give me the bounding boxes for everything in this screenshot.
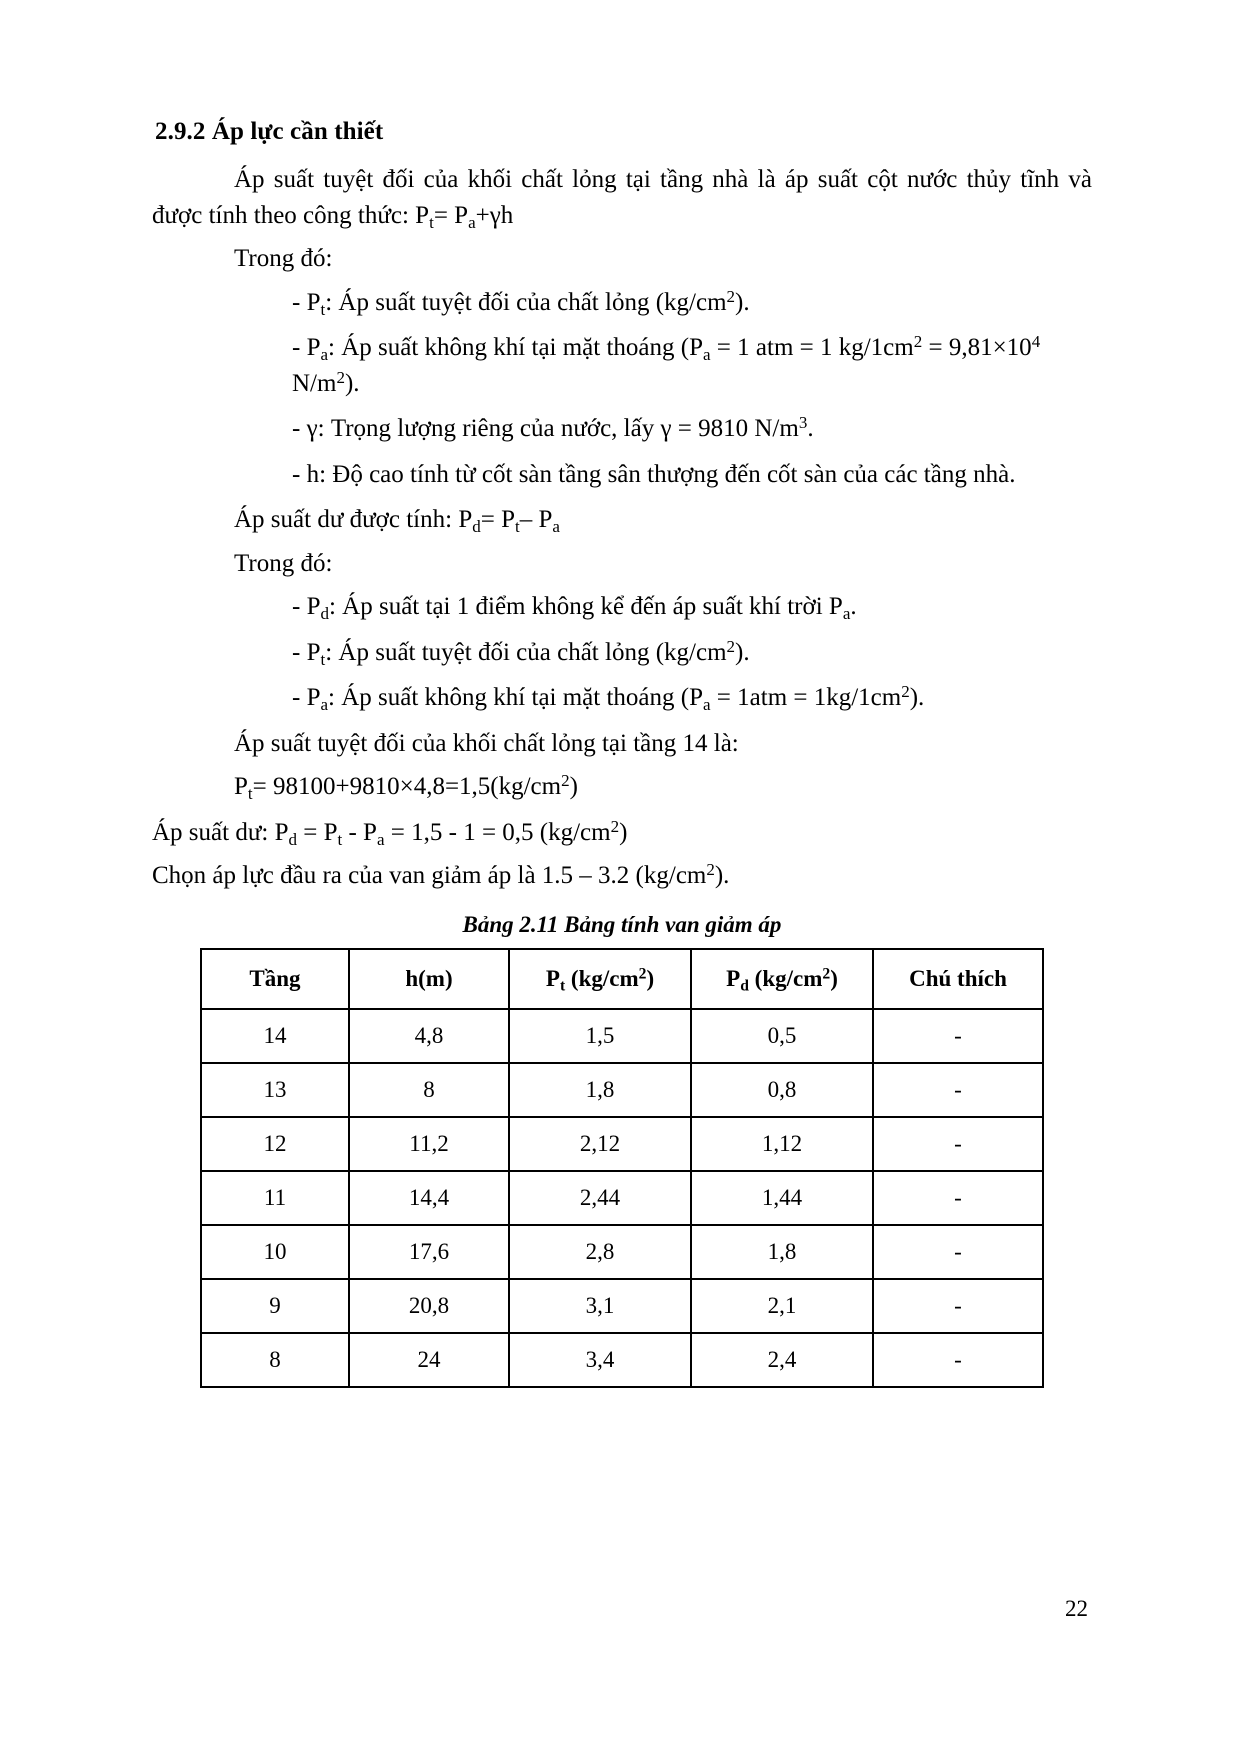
chon-sup: 2 [706, 859, 715, 879]
definition-pd-2 [292, 589, 1092, 625]
def-prefix: - P [292, 288, 321, 316]
table-row [201, 1333, 1043, 1387]
cell-tang: 8 [201, 1333, 349, 1387]
cell-note: - [873, 1333, 1043, 1387]
def-prefix: - P [292, 638, 321, 666]
def-sub2: a [703, 344, 711, 364]
apsuatdu-sub-t: t [515, 516, 520, 536]
cell-tang: 9 [201, 1279, 349, 1333]
cell-h: 17,6 [349, 1225, 509, 1279]
cell-pd: 1,12 [691, 1117, 873, 1171]
def-tail: . [807, 415, 814, 442]
pd-calc-sup: 2 [610, 816, 620, 836]
def-sub: a [320, 694, 329, 714]
cell-note: - [873, 1009, 1043, 1063]
def-tail: ). [735, 638, 750, 666]
def-text: : Áp suất tại 1 điểm không kể đến áp suất khí trời P [328, 593, 843, 620]
column-header-pd [691, 949, 873, 1009]
def-sup: 3 [798, 412, 808, 432]
def-tail: ). [909, 684, 925, 711]
table-caption: Bảng 2.11 Bảng tính van giảm áp [462, 911, 782, 937]
header-sup: 2 [638, 965, 647, 982]
column-header-tang [201, 949, 349, 1009]
def-text: : Áp suất không khí tại mặt thoáng (P [328, 334, 703, 361]
apsuatdu-label: Áp suất dư được tính: P [234, 506, 473, 533]
def-sup: 2 [726, 286, 736, 306]
column-header-pt [509, 949, 691, 1009]
header-text: P [545, 965, 560, 991]
cell-tang: 11 [201, 1171, 349, 1225]
definition-pt-2 [292, 635, 1092, 671]
intro-mid: = P [433, 201, 469, 229]
table-header-row [201, 949, 1043, 1009]
pd-calculation [152, 815, 1092, 851]
intro-text: Áp suất tuyệt đối của khối chất lỏng tại tầng nhà là áp suất cột nước thủy tĩnh và được tính theo công thức: P [152, 166, 1092, 229]
def-tail: . [850, 593, 857, 620]
apsuatdu-minus: – P [519, 506, 553, 533]
cell-h: 20,8 [349, 1279, 509, 1333]
cell-note: - [873, 1063, 1043, 1117]
def-prefix: - P [292, 334, 321, 361]
table-row [201, 1063, 1043, 1117]
chon-close: ). [714, 862, 730, 889]
table-row [201, 1225, 1043, 1279]
trong-do-label-2: Trong đó: [234, 549, 333, 577]
definition-pt-1 [292, 285, 1092, 321]
def-prefix: - P [292, 684, 321, 711]
def-text: : Áp suất tuyệt đối của chất lỏng (kg/cm [325, 638, 727, 666]
trong-do-label-1: Trong đó: [234, 245, 333, 272]
header-text: P [726, 965, 741, 991]
cell-note: - [873, 1117, 1043, 1171]
cell-pt: 3,4 [509, 1333, 691, 1387]
cell-pd: 1,44 [691, 1171, 873, 1225]
table-row [201, 1279, 1043, 1333]
def-sub2: a [703, 694, 711, 714]
cell-pt: 1,5 [509, 1009, 691, 1063]
def-sub: a [320, 344, 329, 364]
def-tail: ). [344, 369, 360, 397]
def-text: : Độ cao tính từ cốt sàn tầng sân thượng đến cốt sàn của các tầng nhà. [319, 460, 1016, 488]
pt-calculation [152, 769, 1092, 805]
pt-calc-body: = 98100+9810×4,8=1,5(kg/cm [252, 773, 562, 800]
cell-pd: 0,5 [691, 1009, 873, 1063]
definition-h-1 [292, 457, 1092, 493]
tang14-intro: Áp suất tuyệt đối của khối chất lỏng tại tầng 14 là: [234, 729, 739, 757]
pt-calc-sup: 2 [561, 770, 570, 790]
definition-pa-1 [292, 330, 1092, 401]
cell-h: 11,2 [349, 1117, 509, 1171]
def-text2: = 1atm = 1kg/1cm [710, 684, 902, 711]
pd-calc-sub-t: t [337, 829, 343, 849]
cell-note: - [873, 1279, 1043, 1333]
pd-calc-sub-a: a [376, 829, 385, 849]
chon-prefix: Chọn áp lực đầu ra của van giảm áp là 1.5 – 3.2 (kg/cm [152, 862, 707, 889]
header-sub: d [740, 976, 749, 994]
header-text: Chú thích [909, 965, 1007, 991]
pd-calc-close: ) [619, 818, 628, 846]
pd-calc-tail: = 1,5 - 1 = 0,5 (kg/cm [384, 818, 611, 846]
van-giam-ap-table [200, 948, 1044, 1388]
pt-calc-close: ) [569, 773, 578, 800]
def-sub: t [320, 299, 326, 319]
apsuatdu-sub-a: a [552, 516, 560, 536]
header-sub: t [559, 976, 566, 994]
def-text3: = 9,81×10 [922, 334, 1032, 361]
def-sup2: 4 [1031, 331, 1041, 351]
table-row [201, 1117, 1043, 1171]
chon-ap-luc-line [152, 858, 1092, 894]
def-text: : Áp suất không khí tại mặt thoáng (P [328, 684, 703, 711]
cell-h: 8 [349, 1063, 509, 1117]
table-row [201, 1171, 1043, 1225]
def-text: : Áp suất tuyệt đối của chất lỏng (kg/cm [325, 288, 727, 316]
intro-sub-a: a [468, 212, 476, 232]
intro-paragraph [152, 162, 1092, 233]
header-sup: 2 [822, 965, 831, 982]
definition-gamma-1 [292, 411, 1092, 447]
column-header-h [349, 949, 509, 1009]
cell-note: - [873, 1171, 1043, 1225]
header-tail: (kg/cm [748, 965, 823, 991]
header-close: ) [830, 965, 838, 991]
def-sup: 2 [726, 636, 736, 656]
cell-tang: 14 [201, 1009, 349, 1063]
cell-pt: 3,1 [509, 1279, 691, 1333]
apsuatdu-mid: = P [480, 506, 515, 533]
def-text4: N/m [292, 369, 337, 397]
def-prefix: - γ [292, 415, 318, 442]
def-sup3: 2 [336, 367, 345, 387]
header-tail: (kg/cm [565, 965, 639, 991]
def-sub: t [320, 649, 326, 669]
pd-calc-mid2: - P [342, 818, 377, 846]
cell-pd: 2,1 [691, 1279, 873, 1333]
header-text: Tầng [249, 965, 301, 991]
cell-pt: 2,8 [509, 1225, 691, 1279]
def-tail: ). [735, 288, 750, 316]
def-text: : Trọng lượng riêng của nước, lấy γ = 9810 N/m [317, 415, 799, 442]
intro-end: +γh [475, 201, 514, 229]
page-title: 2.9.2 Áp lực cần thiết [155, 118, 384, 145]
pd-calc-mid1: = P [296, 818, 338, 846]
cell-note: - [873, 1225, 1043, 1279]
cell-pt: 2,44 [509, 1171, 691, 1225]
pd-calc-prefix: Áp suất dư: P [152, 818, 289, 846]
pt-calc-prefix: P [234, 773, 248, 800]
cell-tang: 13 [201, 1063, 349, 1117]
def-prefix: - P [292, 593, 321, 620]
cell-pt: 2,12 [509, 1117, 691, 1171]
def-sub: d [320, 603, 329, 623]
cell-h: 14,4 [349, 1171, 509, 1225]
def-sub2: a [842, 603, 851, 623]
def-sup: 2 [913, 331, 923, 351]
cell-h: 4,8 [349, 1009, 509, 1063]
cell-h: 24 [349, 1333, 509, 1387]
def-sup: 2 [901, 681, 910, 701]
ap-suat-du-formula [152, 502, 1092, 538]
header-close: ) [646, 965, 655, 991]
cell-tang: 12 [201, 1117, 349, 1171]
cell-tang: 10 [201, 1225, 349, 1279]
def-text2: = 1 atm = 1 kg/1cm [710, 334, 914, 361]
page-number: 22 [1065, 1596, 1088, 1621]
cell-pd: 1,8 [691, 1225, 873, 1279]
cell-pd: 0,8 [691, 1063, 873, 1117]
cell-pd: 2,4 [691, 1333, 873, 1387]
intro-sub-t: t [429, 212, 434, 232]
cell-pt: 1,8 [509, 1063, 691, 1117]
pd-calc-sub-d: d [288, 829, 297, 849]
definition-pa-2 [292, 680, 1092, 716]
header-text: h(m) [405, 965, 453, 991]
column-header-chu-thich [873, 949, 1043, 1009]
def-prefix: - h [292, 460, 320, 488]
pt-calc-sub: t [247, 783, 253, 803]
table-row [201, 1009, 1043, 1063]
apsuatdu-sub-d: d [472, 516, 481, 536]
